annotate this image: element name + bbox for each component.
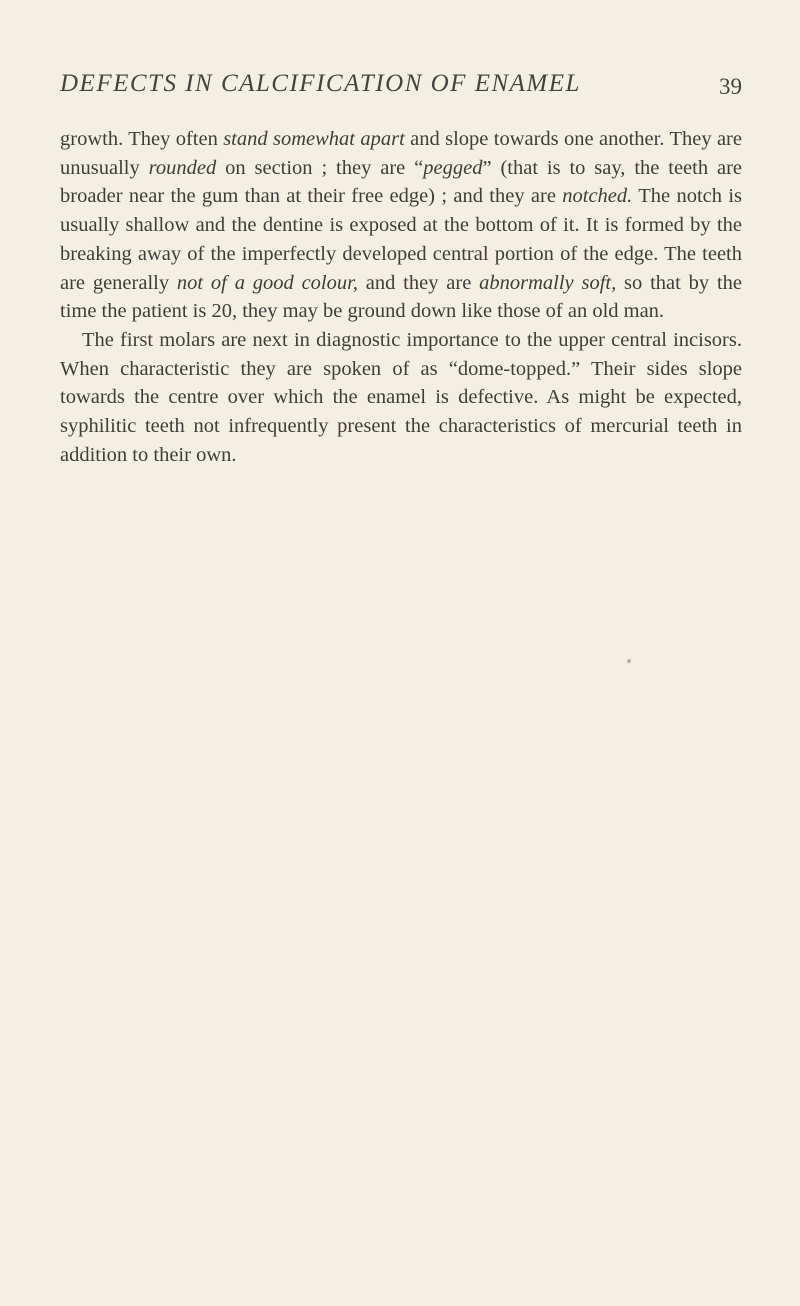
paragraph-first-molars: The first molars are next in diagnostic importance to the upper central incisors. When characteristic they are spoken of as “dome-topped.” Their sides slope towards the centre over which the enamel is defective. As might be expected, syphilitic teeth not infrequently present the characteristics of mercurial teeth in addition to their own. bbox=[60, 328, 742, 466]
italic-phrase: notched. bbox=[562, 185, 633, 208]
running-head bbox=[60, 70, 742, 110]
running-title: DEFECTS IN CALCIFICATION OF ENAMEL bbox=[60, 70, 581, 97]
text-run: ” (that is to say, the teeth are broader near the gum than at their free edge) ; and they are bbox=[60, 156, 743, 208]
text-run: so that by the time the patient is 20, they may be ground down like those of an old man. bbox=[60, 271, 742, 323]
italic-phrase: abnormally soft, bbox=[479, 271, 617, 294]
text-run: and they are bbox=[357, 271, 480, 294]
page-number: 39 bbox=[719, 74, 742, 99]
text-run: and slope towards one another. They are unusually bbox=[60, 128, 742, 179]
body-text bbox=[60, 125, 742, 469]
italic-phrase: not of a good colour, bbox=[176, 271, 358, 294]
text-run: growth. They often bbox=[60, 128, 224, 150]
text-run: on section ; they are “ bbox=[216, 156, 424, 179]
paper-speck bbox=[627, 659, 631, 663]
paragraph-growth bbox=[60, 125, 742, 326]
italic-phrase: stand somewhat apart bbox=[223, 128, 405, 150]
italic-phrase: rounded bbox=[148, 156, 217, 179]
text-run: The notch is usually shallow and the dentine is exposed at the bottom of it. It is formed by the breaking away of the imperfectly developed central portion of the edge. The teeth are generally bbox=[60, 185, 742, 294]
italic-phrase: pegged bbox=[423, 156, 483, 179]
